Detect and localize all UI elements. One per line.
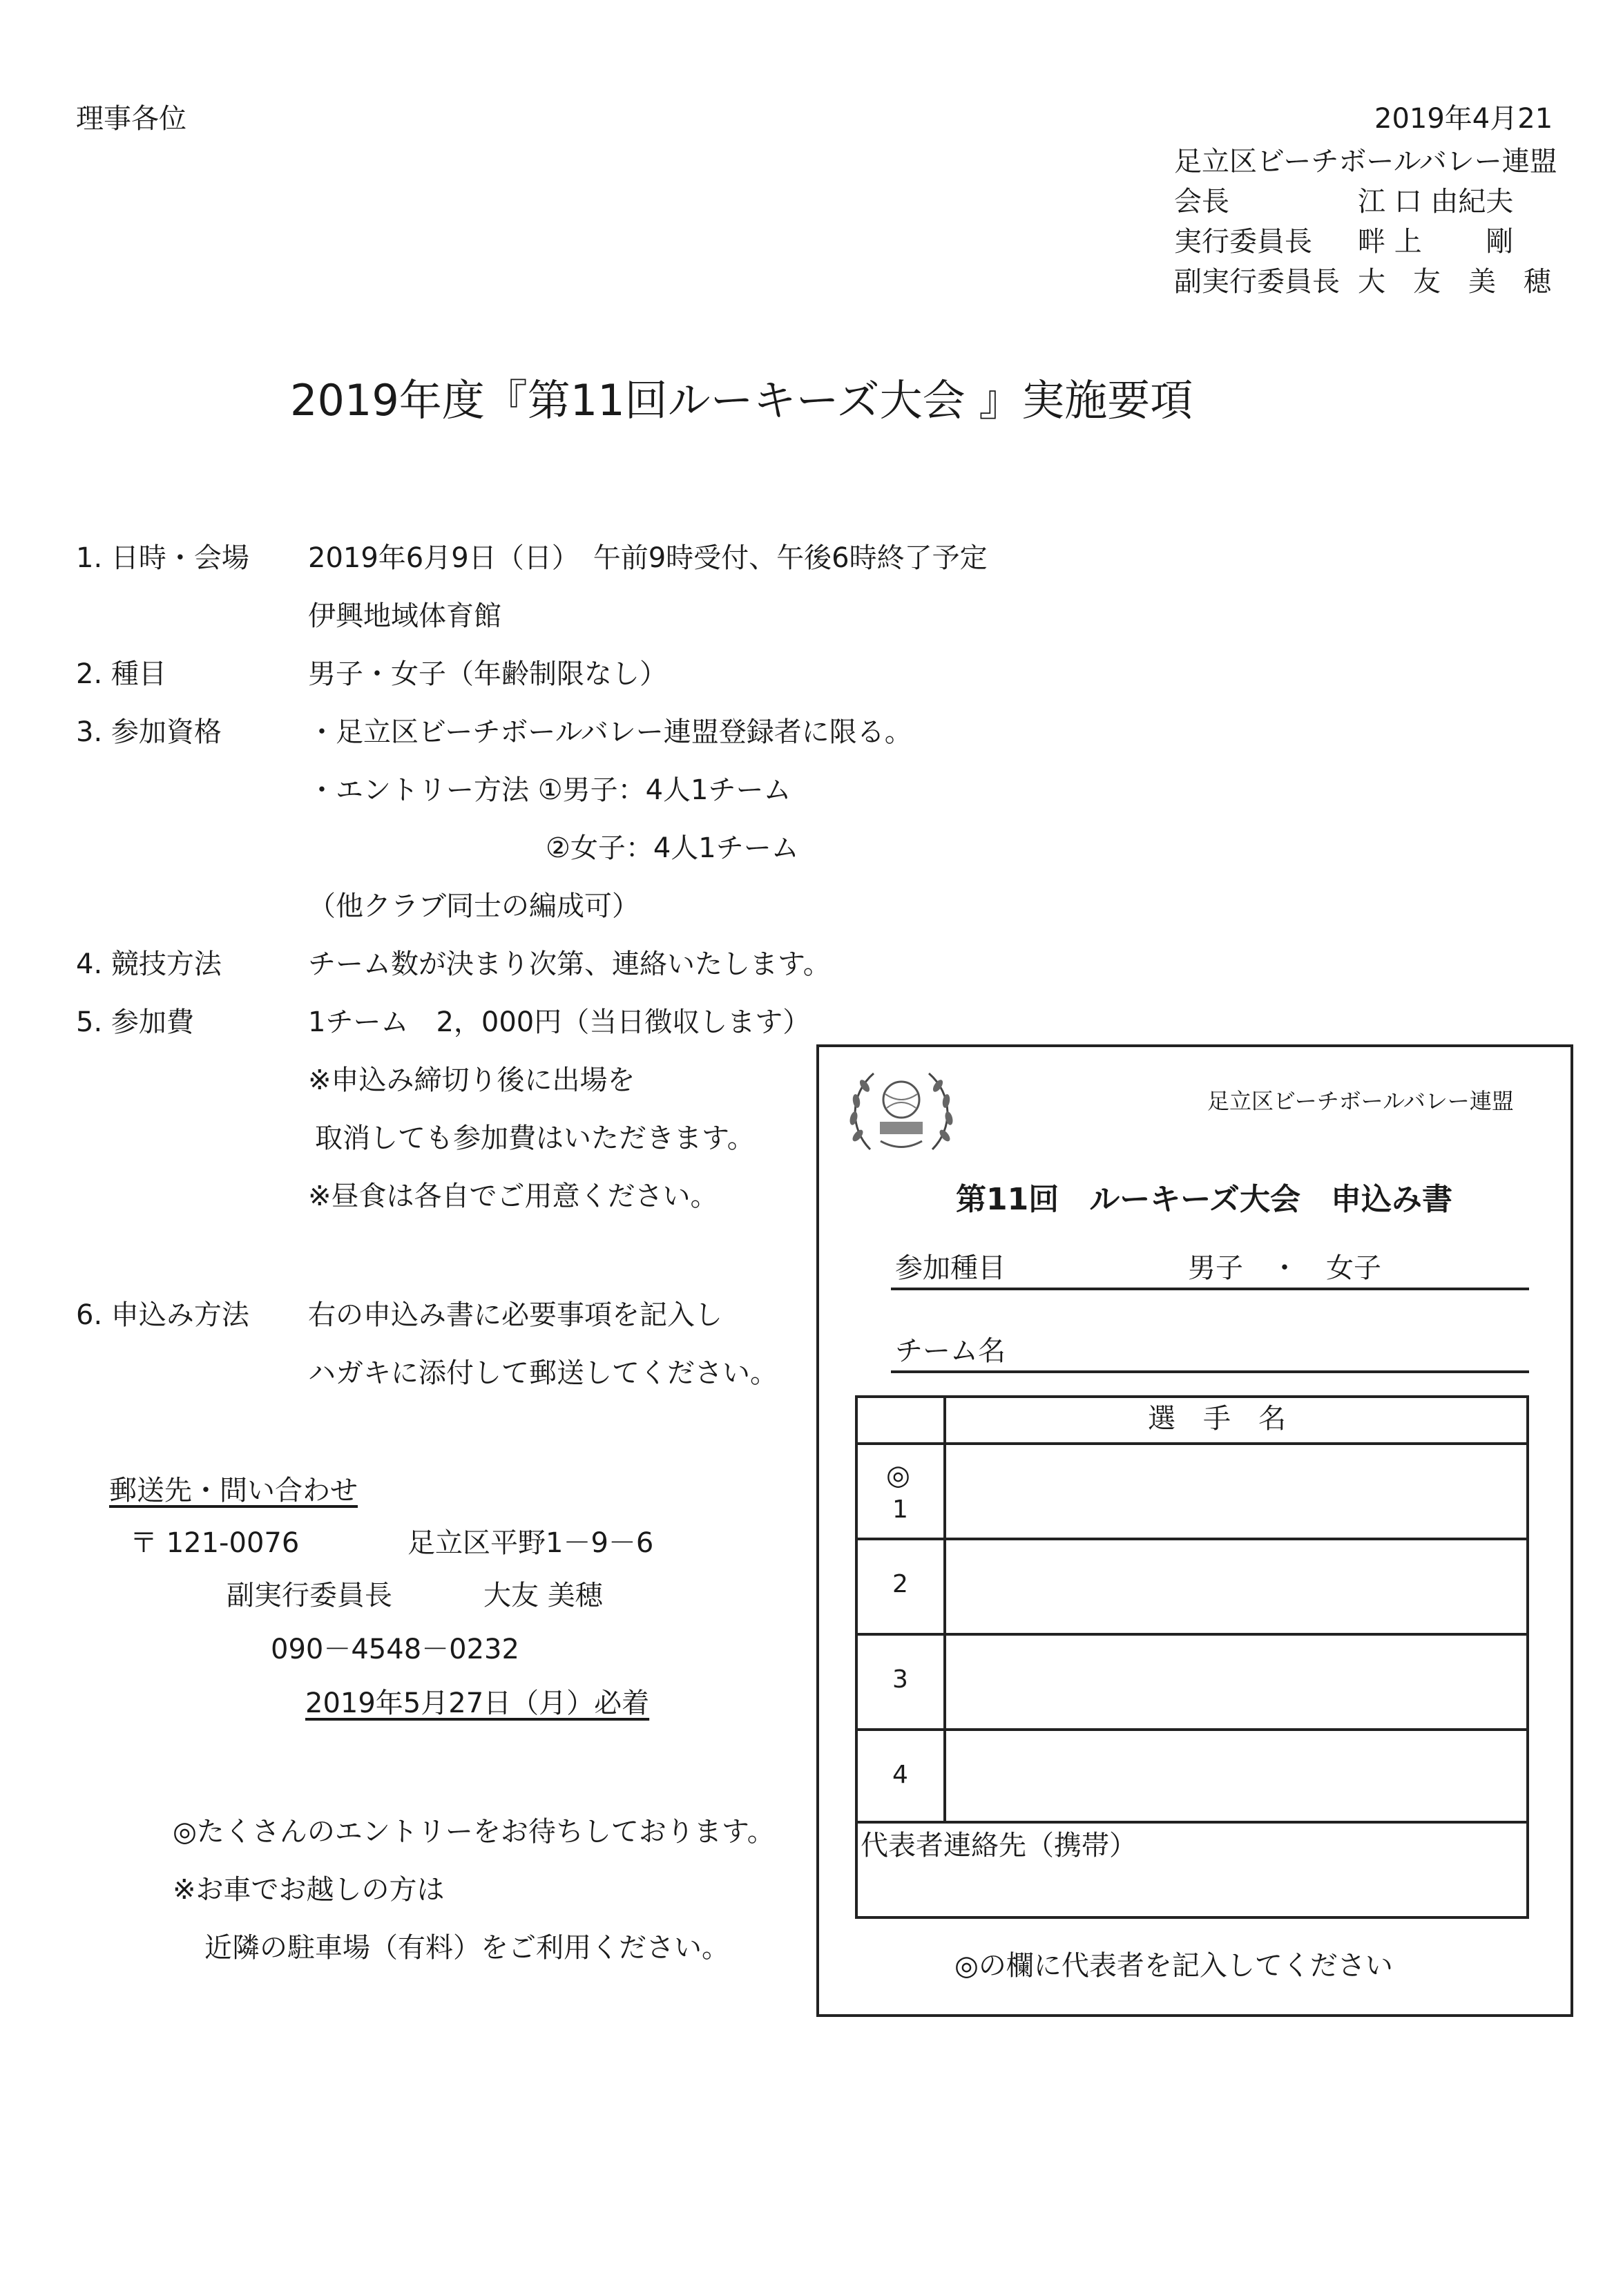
sender-organization: 足立区ビーチボールバレー連盟 bbox=[1174, 146, 1557, 178]
officer-title-chair: 実行委員長 bbox=[1174, 226, 1312, 258]
officer-name-president: 江 口 由紀夫 bbox=[1358, 186, 1514, 218]
row-number-1: 1 bbox=[892, 1495, 908, 1524]
section-1-venue: 伊興地域体育館 bbox=[308, 600, 501, 632]
contact-deadline: 2019年5月27日（月）必着 bbox=[305, 1687, 650, 1719]
form-organization: 足立区ビーチボールバレー連盟 bbox=[1207, 1088, 1514, 1114]
section-6-line-1: 右の申込み書に必要事項を記入し bbox=[308, 1299, 722, 1331]
section-4-method: チーム数が決まり次第、連絡いたします。 bbox=[308, 948, 831, 980]
recipient: 理事各位 bbox=[76, 103, 186, 135]
row-number-2: 2 bbox=[892, 1570, 908, 1598]
player-name-field-4[interactable] bbox=[946, 1731, 1526, 1821]
section-3-eligibility: ・足立区ビーチボールバレー連盟登録者に限る。 bbox=[308, 716, 912, 748]
section-3-label: 3. 参加資格 bbox=[76, 716, 222, 748]
contact-address: 足立区平野1－9－6 bbox=[407, 1527, 654, 1559]
section-3-entry-women: ②女子：4人1チーム bbox=[546, 832, 799, 864]
section-3-entry-men: ・エントリー方法 ①男子：4人1チーム bbox=[308, 774, 791, 806]
row-number-4: 4 bbox=[892, 1761, 908, 1789]
section-1-datetime: 2019年6月9日（日） 午前9時受付、午後6時終了予定 bbox=[308, 542, 988, 574]
section-6-label: 6. 申込み方法 bbox=[76, 1299, 249, 1331]
team-name-field[interactable] bbox=[891, 1370, 1529, 1373]
player-name-field-3[interactable] bbox=[946, 1636, 1526, 1728]
section-5-label: 5. 参加費 bbox=[76, 1006, 194, 1038]
representative-mark: ◎ bbox=[886, 1460, 910, 1491]
section-2-label: 2. 種目 bbox=[76, 658, 166, 690]
section-5-note-2: 取消しても参加費はいただきます。 bbox=[315, 1122, 755, 1154]
officer-title-vice-chair: 副実行委員長 bbox=[1174, 266, 1340, 298]
contact-name: 大友 美穂 bbox=[483, 1580, 603, 1611]
form-category-options[interactable]: 男子 ・ 女子 bbox=[1188, 1252, 1381, 1284]
representative-contact-field[interactable] bbox=[861, 1865, 1524, 1916]
contact-role: 副実行委員長 bbox=[227, 1580, 392, 1611]
issue-date: 2019年4月21 bbox=[1374, 103, 1553, 135]
section-5-fee: 1チーム 2，000円（当日徴収します） bbox=[308, 1006, 811, 1038]
form-title: 第11回 ルーキーズ大会 申込み書 bbox=[956, 1182, 1453, 1217]
table-row-line bbox=[855, 1821, 1529, 1824]
form-category-label: 参加種目 bbox=[895, 1252, 1006, 1284]
note-entry-welcome: ◎たくさんのエントリーをお待ちしております。 bbox=[173, 1816, 775, 1848]
note-parking-2: 近隣の駐車場（有料）をご利用ください。 bbox=[204, 1932, 729, 1964]
document-title: 2019年度『第11回ルーキーズ大会 』実施要項 bbox=[290, 375, 1193, 425]
players-header: 選 手 名 bbox=[1148, 1403, 1286, 1435]
form-team-label: チーム名 bbox=[895, 1335, 1006, 1367]
player-name-field-2[interactable] bbox=[946, 1540, 1526, 1633]
player-name-field-1[interactable] bbox=[946, 1445, 1526, 1538]
contact-postal-code: 〒 121-0076 bbox=[130, 1527, 300, 1559]
officer-name-chair: 畔 上 剛 bbox=[1358, 226, 1514, 258]
form-footer-note: ◎の欄に代表者を記入してください bbox=[954, 1950, 1393, 1982]
note-parking-1: ※お車でお越しの方は bbox=[173, 1874, 445, 1906]
contact-heading: 郵送先・問い合わせ bbox=[109, 1475, 358, 1506]
federation-emblem-icon bbox=[843, 1060, 960, 1163]
contact-phone: 090－4548－0232 bbox=[271, 1634, 519, 1665]
representative-contact-label: 代表者連絡先（携帯） bbox=[861, 1830, 1137, 1862]
section-6-line-2: ハガキに添付して郵送してください。 bbox=[308, 1357, 778, 1389]
row-number-3: 3 bbox=[892, 1665, 908, 1694]
section-5-note-1: ※申込み締切り後に出場を bbox=[308, 1064, 635, 1096]
section-5-note-3: ※昼食は各自でご用意ください。 bbox=[308, 1180, 718, 1212]
section-2-category: 男子・女子（年齢制限なし） bbox=[308, 658, 667, 690]
officer-title-president: 会長 bbox=[1174, 186, 1229, 218]
section-4-label: 4. 競技方法 bbox=[76, 948, 222, 980]
section-1-label: 1. 日時・会場 bbox=[76, 542, 249, 574]
officer-name-vice-chair: 大 友 美 穂 bbox=[1358, 266, 1551, 298]
category-underline bbox=[891, 1288, 1529, 1290]
section-3-note: （他クラブ同士の編成可） bbox=[308, 890, 640, 922]
